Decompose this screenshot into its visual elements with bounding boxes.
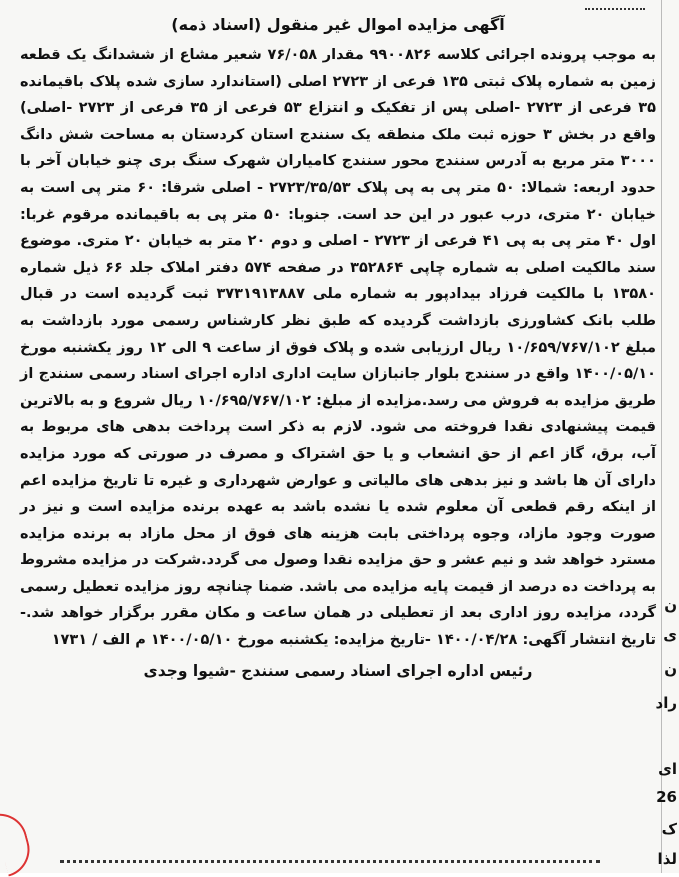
- notice-body: به موجب پرونده اجرائی کلاسه ۹۹۰۰۸۲۶ مقدار ۷۶/۰۵۸ شعیر مشاع از ششدانگ یک قطعه زمین به شماره پلاک ثبتی ۱۳۵ فرعی از ۲۷۲۳ اصلی (استاندارد سازی شده پلاک باقیمانده ۳۵ فرعی از ۲۷۲۳ -اصلی پس از تفکیک و انتزاع ۵۳ فرعی از ۳۵ فرعی از ۲۷۲۳ -اصلی) واقع در بخش ۳ حوزه ثبت ملک منطقه یک سنندج استان کردستان به مساحت شش دانگ ۳۰۰۰ متر مربع به آدرس سنندج محور سنندج کامیاران شهرک سنگ بری چنو خیابان آخر با حدود اربعه: شمالا: ۵۰ متر پی به پی پلاک ۲۷۲۳/۳۵/۵۳ - اصلی شرقا: ۶۰ متر پی است به خیابان ۲۰ متری، درب عبور در این حد است. جنوبا: ۵۰ متر پی به باقیمانده مرقوم غربا: اول ۴۰ متر پی به پی ۴۱ فرعی از ۲۷۲۳ - اصلی و دوم ۲۰ متر به خیابان ۲۰ متری. موضوع سند مالکیت اصلی به شماره چاپی ۳۵۲۸۶۴ در صفحه ۵۷۴ دفتر املاک جلد ۶۶ ذیل شماره ۱۳۵۸۰ با مالکیت فرزاد بیدادپور به شماره ملی ۳۷۳۱۹۱۳۸۸۷ ثبت گردیده است در قبال طلب بانک کشاورزی بازداشت گردیده که طبق نظر کارشناس رسمی مورد بازداشت به مبلغ ۱۰/۶۵۹/۷۶۷/۱۰۲ ریال ارزیابی شده و پلاک فوق از ساعت ۹ الی ۱۲ روز یکشنبه مورخ ۱۴۰۰/۰۵/۱۰ واقع در سنندج بلوار جانبازان سایت اداری اداره اجرای اسناد رسمی سنندج از طریق مزایده به فروش می رسد.مزایده از مبلغ: ۱۰/۶۹۵/۷۶۷/۱۰۲ ریال شروع و به بالاترین قیمت پیشنهادی نقدا فروخته می شود. لازم به ذکر است پرداخت بدهی های مربوط به آب، برق، گاز اعم از حق انشعاب و یا حق اشتراک و مصرف در صورتی که مورد مزایده دارای آن ها باشد و نیز بدهی های مالیاتی و عوارض شهرداری و غیره تا تاریخ مزایده اعم از اینکه رقم قطعی آن معلوم شده یا نشده باشد به عهده برنده مزایده است و نیز در صورت وجود مازاد، وجوه پرداختی بابت هزینه های فوق از محل مازاد به برنده مزایده مسترد خواهد شد و نیم عشر و حق مزایده نقدا وصول می گردد.شرکت در مزایده مشروط به پرداخت ده درصد از قیمت پایه مزایده می باشد. ضمنا چنانچه روز مزایده تعطیل رسمی گردد، مزایده روز اداری بعد از تعطیلی در همان ساعت و مکان مقرر برگزار خواهد شد.-تاریخ انتشار آگهی: ۱۴۰۰/۰۴/۲۸ -تاریخ مزایده: یکشنبه مورخ ۱۴۰۰/۰۵/۱۰ م الف / ۱۷۳۱: [20, 47, 657, 649]
- adjacent-text-fragment: ن: [664, 596, 677, 614]
- adjacent-column-fragment: [655, 0, 679, 873]
- adjacent-text-fragment: راد: [655, 694, 677, 712]
- notice-title: آگهی مزایده اموال غیر منقول (اسناد ذمه): [171, 15, 505, 34]
- adjacent-text-fragment: ای: [658, 760, 677, 778]
- notice-signature: رئیس اداره اجرای اسناد رسمی سنندج -شیوا وجدی: [143, 661, 533, 680]
- adjacent-text-fragment: 26: [656, 788, 677, 806]
- adjacent-text-fragment: ن: [664, 660, 677, 678]
- adjacent-text-fragment: ک: [661, 820, 677, 838]
- adjacent-text-fragment: ی: [663, 626, 677, 644]
- adjacent-text-fragment: لذا: [657, 850, 677, 868]
- auction-notice: [20, 6, 656, 684]
- red-stamp-mark: [0, 807, 36, 876]
- bottom-dotted-divider: [60, 860, 600, 869]
